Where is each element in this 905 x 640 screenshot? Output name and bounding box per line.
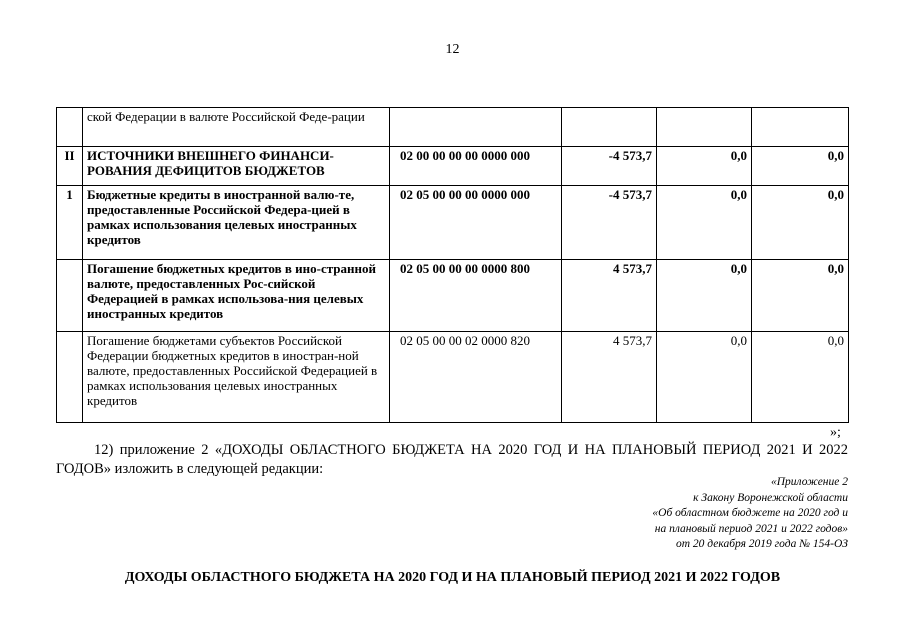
table-row xyxy=(57,108,849,147)
appendix-note-line: «Приложение 2 xyxy=(770,476,848,488)
closing-quote: »; xyxy=(830,425,841,440)
row-2022-cell: 0,0 xyxy=(752,260,849,332)
appendix-note-line: на плановый период 2021 и 2022 годов» xyxy=(654,522,848,535)
row-number-cell xyxy=(57,332,83,423)
table-row xyxy=(57,186,849,260)
appendix-note-line: «Об областном бюджете на 2020 год и xyxy=(652,507,848,519)
row-code-cell xyxy=(390,108,562,147)
row-name-cell: ИСТОЧНИКИ ВНЕШНЕГО ФИНАНСИ-РОВАНИЯ ДЕФИЦИТОВ БЮДЖЕТОВ xyxy=(83,147,390,186)
row-2020-cell: -4 573,7 xyxy=(562,147,657,186)
row-name-cell: Погашение бюджетами субъектов Российской Федерации бюджетных кредитов в иностран-ной валюте, предоставленных Российской Федерацией в рамках использования целевых иностранных кредитов xyxy=(83,332,390,423)
row-number-cell: 1 xyxy=(57,186,83,260)
appendix-note xyxy=(548,475,848,553)
row-number-cell: II xyxy=(57,147,83,186)
appendix-note-line: к Закону Воронежской области xyxy=(693,491,848,504)
row-code-cell: 02 05 00 00 02 0000 820 xyxy=(390,332,562,423)
table-row xyxy=(57,147,849,186)
row-2020-cell: -4 573,7 xyxy=(562,186,657,260)
budget-sources-table xyxy=(56,107,849,423)
page-number: 12 xyxy=(445,42,460,57)
row-code-cell: 02 05 00 00 00 0000 800 xyxy=(390,260,562,332)
row-code-cell: 02 00 00 00 00 0000 000 xyxy=(390,147,562,186)
table-row xyxy=(57,332,849,423)
row-name-cell: Погашение бюджетных кредитов в ино-странной валюте, предоставленных Рос-сийской Федерацией в рамках использова-ния целевых иностранных кредитов xyxy=(83,260,390,332)
row-2021-cell xyxy=(657,108,752,147)
row-2022-cell: 0,0 xyxy=(752,186,849,260)
row-number-cell xyxy=(57,260,83,332)
row-2020-cell: 4 573,7 xyxy=(562,260,657,332)
row-2020-cell xyxy=(562,108,657,147)
row-code-cell: 02 05 00 00 00 0000 000 xyxy=(390,186,562,260)
row-2021-cell: 0,0 xyxy=(657,332,752,423)
row-name-cell: Бюджетные кредиты в иностранной валю-те, предоставленные Российской Федера-цией в рамках использования целевых иностранных кредитов xyxy=(83,186,390,260)
row-number-cell xyxy=(57,108,83,147)
row-name-cell: ской Федерации в валюте Российской Феде-рации xyxy=(83,108,390,147)
row-2020-cell: 4 573,7 xyxy=(562,332,657,423)
row-2022-cell: 0,0 xyxy=(752,332,849,423)
amendment-text: 12) приложение 2 «ДОХОДЫ ОБЛАСТНОГО БЮДЖЕТА НА 2020 ГОД И НА ПЛАНОВЫЙ ПЕРИОД 2021 И 2022 ГОДОВ» изложить в следующей редакции: xyxy=(56,442,848,477)
row-2022-cell xyxy=(752,108,849,147)
appendix-note-line: от 20 декабря 2019 года № 154-ОЗ xyxy=(675,538,848,550)
row-2021-cell: 0,0 xyxy=(657,186,752,260)
row-2022-cell: 0,0 xyxy=(752,147,849,186)
row-2021-cell: 0,0 xyxy=(657,260,752,332)
row-2021-cell: 0,0 xyxy=(657,147,752,186)
amendment-paragraph xyxy=(56,441,848,479)
table-row xyxy=(57,260,849,332)
document-title: ДОХОДЫ ОБЛАСТНОГО БЮДЖЕТА НА 2020 ГОД И НА ПЛАНОВЫЙ ПЕРИОД 2021 И 2022 ГОДОВ xyxy=(124,570,781,585)
